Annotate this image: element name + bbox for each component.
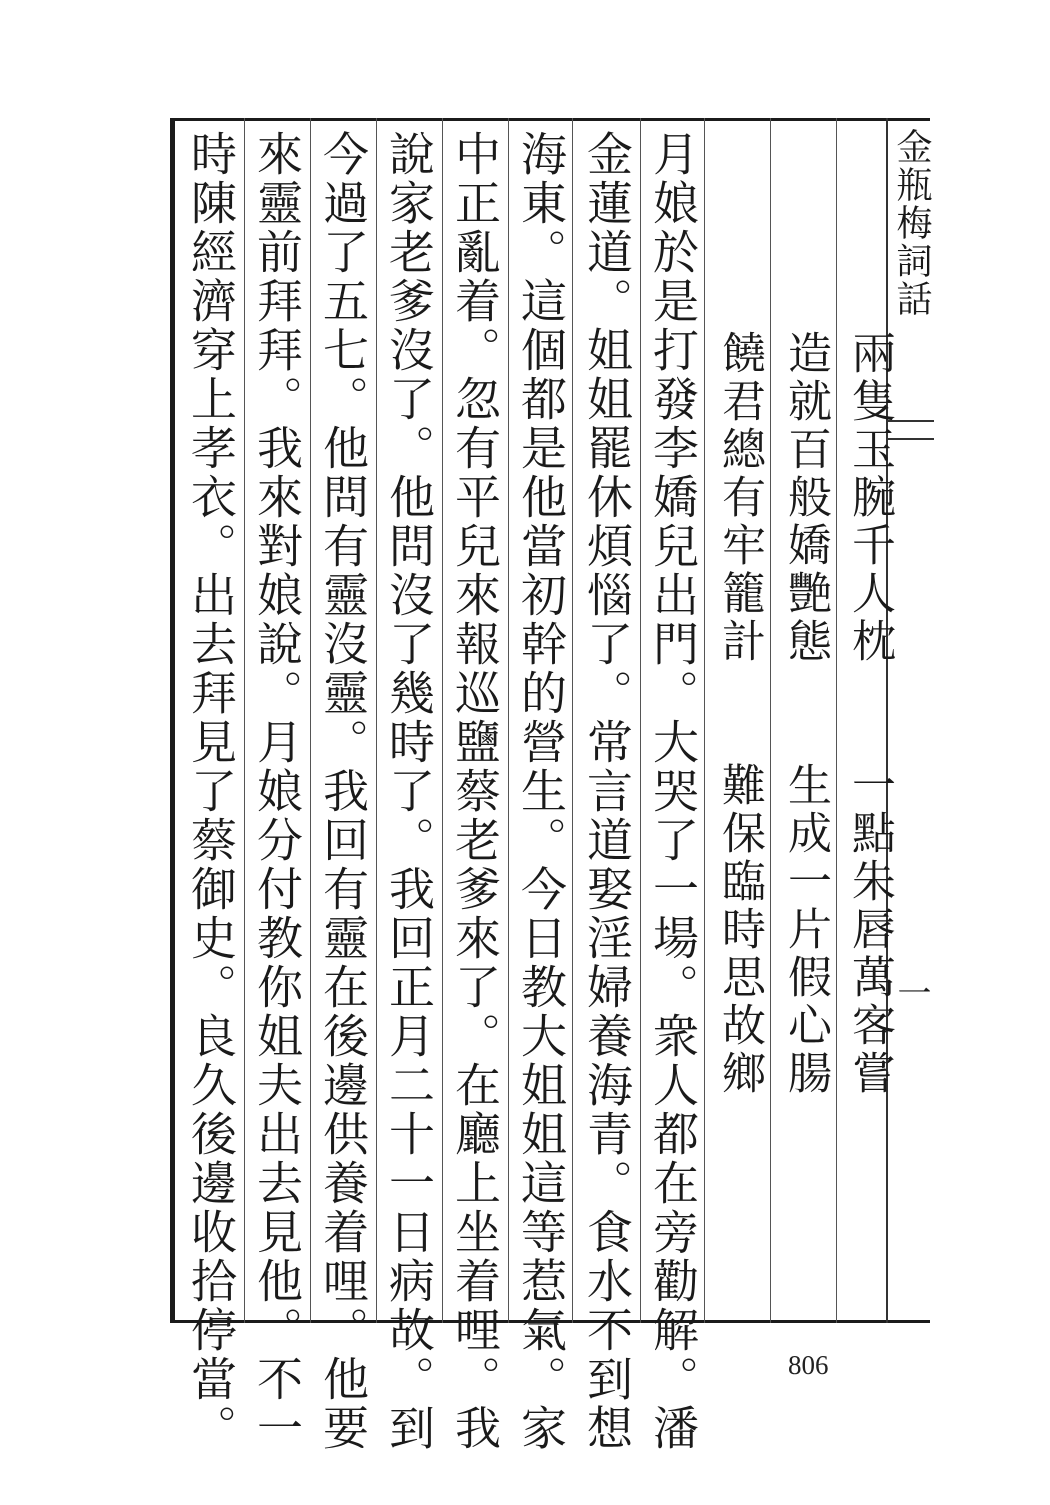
- poem-column-1: 兩隻玉腕千人枕 一點朱唇萬客嘗: [844, 330, 895, 1098]
- column-rule: [508, 118, 509, 1323]
- text-column-7: 中正亂着。忽有平兒來報巡鹽蔡老爹來了。在廳上坐着哩。我: [448, 130, 502, 1453]
- text-column-11: 時陳經濟穿上孝衣。出去拜見了蔡御史。良久後邊收拾停當。: [184, 130, 238, 1453]
- column-rule: [704, 118, 705, 1323]
- column-rule: [836, 118, 837, 1323]
- column-rule: [244, 118, 245, 1323]
- poem-column-3: 饒君總有牢籠計 難保臨時思故鄉: [714, 330, 765, 1098]
- text-column-6: 海東。這個都是他當初幹的營生。今日教大姐姐這等惹氣。家: [514, 130, 568, 1453]
- column-rule: [640, 118, 641, 1323]
- text-column-4: 月娘於是打發李嬌兒出門。大哭了一場。衆人都在旁勸解。潘: [646, 130, 700, 1453]
- column-rule: [442, 118, 443, 1323]
- text-column-10: 來靈前拜拜。我來對娘說。月娘分付教你姐夫出去見他。不一: [250, 130, 304, 1453]
- text-column-5: 金蓮道。姐姐罷休煩惱了。常言道娶淫婦養海青。食水不到想: [580, 130, 634, 1453]
- leaf-number: 一: [891, 975, 931, 1009]
- page-number: 806: [788, 1350, 829, 1380]
- text-column-9: 今過了五七。他問有靈沒靈。我回有靈在後邊供養着哩。他要: [316, 130, 370, 1453]
- poem-column-2: 造就百般嬌艷態 生成一片假心腸: [780, 330, 831, 1098]
- column-rule: [770, 118, 771, 1323]
- running-head: 金瓶梅詞話: [891, 128, 932, 318]
- column-rule: [572, 118, 573, 1323]
- column-rule: [310, 118, 311, 1323]
- text-column-8: 說家老爹沒了。他問沒了幾時了。我回正月二十一日病故。到: [382, 130, 436, 1453]
- column-rule: [376, 118, 377, 1323]
